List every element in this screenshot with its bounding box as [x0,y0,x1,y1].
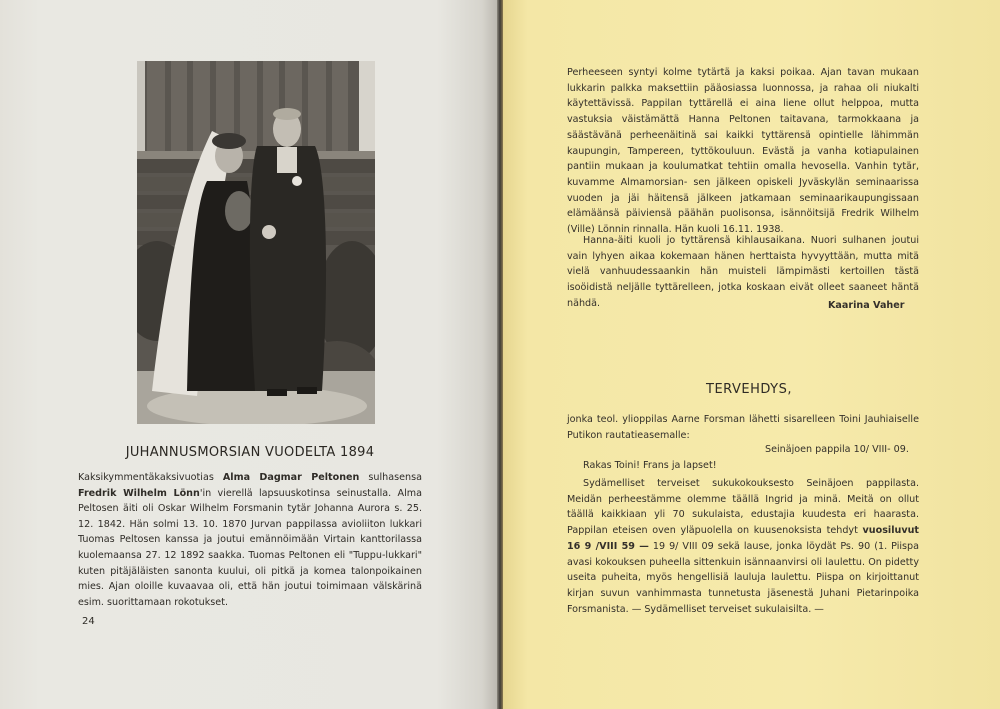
letter-salutation: Rakas Toini! Frans ja lapset! [583,460,717,471]
body-run: sulhasensa [359,472,422,483]
left-page [0,0,497,709]
greeting-heading: TERVEHDYS, [706,382,792,397]
letter-run-bold: vuosiluvut 16 9 /VIII 59 — [567,525,919,552]
body-run-bold: Alma Dagmar Peltonen [222,472,360,483]
wedding-photo [137,61,375,424]
wedding-photo-image [137,61,375,424]
page-number: 24 [82,616,95,627]
author-signature: Kaarina Vaher [828,300,905,311]
letter-body [567,476,919,617]
body-run: 'in vierellä lapsuuskotinsa seinustalla. Alma Peltosen äiti oli Oskar Wilhelm Forsmanin tytär Johanna Aurora s. 25. 12. 1842. Hän solmi 13. 10. 1870 Jurvan pappilassa avioliiton lukkari Tuomas Peltosen kanssa ja joutui emännöimään Virtain kanttorilassa kuolemaansa 27. 12 1892 saakka. Tuomas Peltonen eli "Tuppu-lukkari" kuten pitäjäläisten sanonta kuului, oli pitkä ja komea talonpoikainen mies. Ajan oloille kuvaavaa oli, että hän joutui toimimaan välskärinä esim. suorittamaan rokotukset. [78,487,422,608]
paragraph-2: Hanna-äiti kuoli jo tyttärensä kihlausaikana. Nuori sulhanen joutui vain lyhyen aikaa kokemaan hänen herttaista hyvyyttään, mutta mitä vielä vanhuudessaankin hän muisteli lämpimästi kertoillen tästä isoöidistä neljälle tyttärelleen, jotka koskaan eivät olleet saaneet häntä nähdä. [567,235,919,309]
letter-run: 19 9/ VIII 09 sekä lause, jonka löydät Ps. 90 (1. Piispa avasi kokouksen puheella sittenkuin isännaanvirsi oli laulettu. On pidetty useita puheita, myös hengellisiä lauluja laulettu. Piispa on kirjoittanut kirjan suvun vanhimmasta tunnetusta jäsenestä Juhani Pietarinpoika Forsmanista. — Sydämelliset terveiset sukulaisilta. — [567,540,919,615]
body-run: Kaksikymmentäkaksivuotias [78,472,223,483]
photo-caption-title: JUHANNUSMORSIAN VUODELTA 1894 [125,445,375,460]
paragraph-1: Perheeseen syntyi kolme tytärtä ja kaksi poikaa. Ajan tavan mukaan lukkarin palkka maksettiin pääosiassa luonnossa, ja rahaa oli niukalti käytettävissä. Pappilan tyttärellä ei aina liene ollut helppoa, mutta vastuksia väistämättä Hanna Peltonen taitavana, tarmokkaana ja säästävänä perheenäitinä sai kaikki tyttärensä opintielle lähimmän kaupungin, Tampereen, tyttökouluun. Evästä ja vanha kotiapulainen pantiin mukaan ja koulumatkat tehtiin omalla hevosella. Vanhin tytär, kuvamme Almamorsian- sen jälkeen opiskeli Jyväskylän seminaarissa vuoden ja jäi häitensä jälkeen jatkamaan seminaarikaupungissaan elämäänsä päiviensä päähän puolisonsa, isännöitsijä Fredrik Wilhelm (Ville) Lönnin rinnalla. Hän kuoli 16.11. 1938. [567,67,919,236]
body-run-bold: Fredrik Wilhelm Lönn [78,487,200,499]
letter-run: Sydämelliset terveiset sukukokouksesto Seinäjoen pappilasta. Meidän perheestämme olemme täällä Ingrid ja minä. Meitä on ollut täällä kaikkiaan yli 70 sukulaista, edustajia kuudesta eri haarasta. Pappilan eteisen oven yläpuolella on kuusenoksista tehdyt [567,478,919,537]
letter-dateline: Seinäjoen pappila 10/ VIII- 09. [765,444,909,455]
greeting-intro: jonka teol. ylioppilas Aarne Forsman lähetti sisarelleen Toini Jauhiaiselle Putikon rautatieasemalle: [567,414,919,441]
left-body-text [78,470,422,610]
